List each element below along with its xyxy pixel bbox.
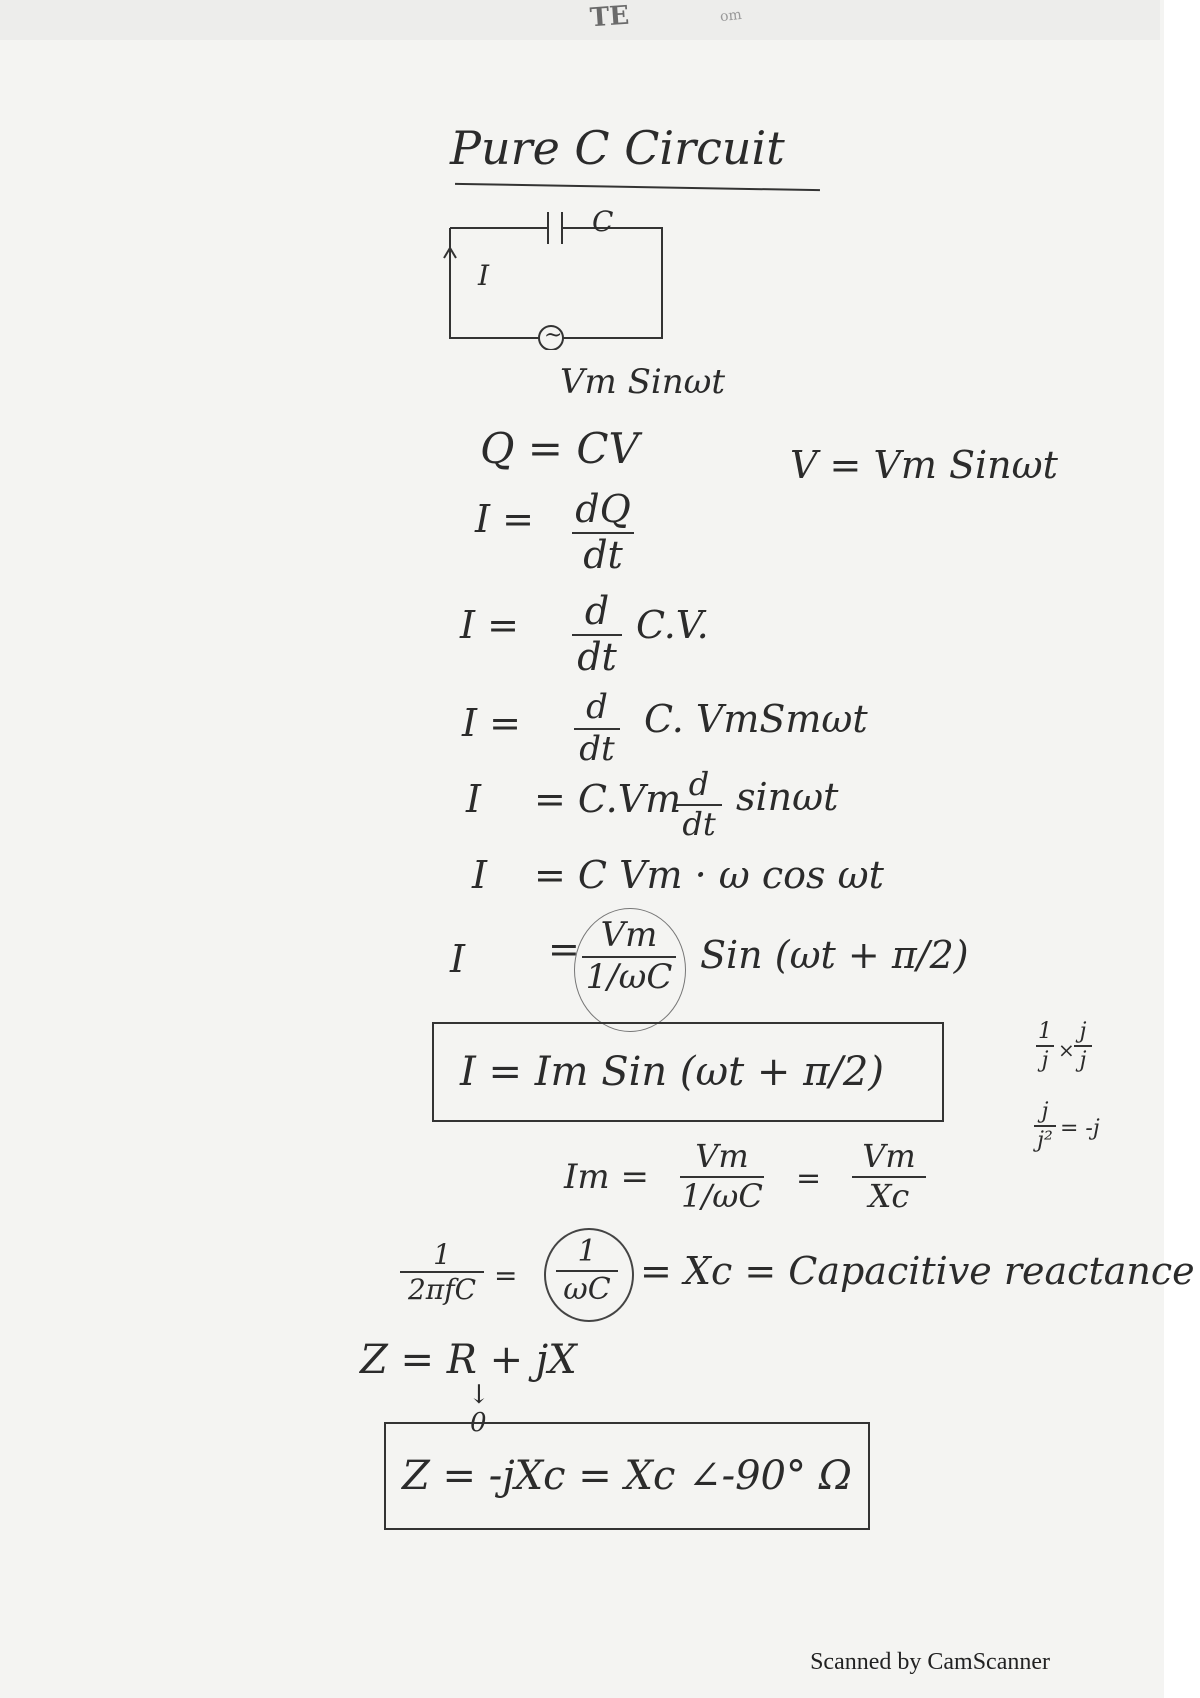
eq-i4-rhs: sinωt (736, 775, 839, 819)
eq-im-fraction-2 (852, 1137, 926, 1215)
fraction-bar (1074, 1045, 1092, 1047)
eq-xc-fraction-2 (556, 1236, 618, 1305)
eq-i4-num: d (688, 765, 710, 803)
arrow-down-icon: ↓ (468, 1380, 490, 1410)
scan-top-edge (0, 0, 1160, 40)
eq-i1-num: dQ (575, 487, 631, 531)
side-note-frac-c (1034, 1100, 1056, 1152)
eq-i6-eq: = (548, 927, 580, 971)
eq-im-den2: Xc (868, 1176, 910, 1215)
side-note-frac-a (1036, 1020, 1054, 1072)
eq-i5-lhs: I (472, 853, 488, 897)
eq-z: Z = R + jX (360, 1337, 577, 1383)
eq-i1-den: dt (583, 532, 623, 577)
eq-i2-num: d (584, 589, 610, 633)
eq-i6-den: 1/ωC (585, 956, 673, 997)
header-mark-left: TE (589, 0, 631, 34)
side-note-rhs: = -j (1060, 1116, 1100, 1141)
page-title: Pure C Circuit (450, 121, 785, 175)
fraction-bar (1036, 1045, 1054, 1047)
eq-im-lhs: Im = (564, 1157, 649, 1197)
eq-i3-num: d (586, 687, 608, 727)
eq-im-num2: Vm (862, 1137, 916, 1175)
side-b-num: j (1079, 1019, 1087, 1044)
eq-i3-lhs: I = (462, 701, 521, 745)
eq-boxed-current: I = Im Sin (ωt + π/2) (460, 1049, 884, 1095)
eq-i6-rhs: Sin (ωt + π/2) (700, 933, 969, 977)
eq-q-cv: Q = CV (480, 424, 639, 473)
fraction-bar (1034, 1125, 1056, 1127)
eq-im-eq: = (796, 1161, 822, 1196)
title-underline (455, 183, 820, 191)
eq-i1-lhs: I = (475, 497, 534, 541)
eq-v: V = Vm Sinωt (790, 443, 1058, 487)
eq-zero: 0 (470, 1408, 487, 1438)
side-c-den: j² (1037, 1128, 1053, 1154)
eq-i2-fraction (572, 589, 622, 679)
eq-im-num1: Vm (695, 1137, 749, 1175)
eq-i6-fraction (582, 915, 676, 997)
eq-xc-num2: 1 (577, 1234, 597, 1269)
eq-i6-lhs: I (450, 937, 466, 981)
scan-right-edge (1164, 0, 1200, 1698)
eq-im-den1: 1/ωC (681, 1176, 763, 1215)
side-b-den: j (1079, 1048, 1087, 1074)
side-c-num: j (1041, 1099, 1049, 1124)
eq-boxed-impedance: Z = -jXc = Xc ∠-90° Ω (402, 1453, 852, 1499)
side-note-op: × (1058, 1038, 1075, 1062)
eq-i6-num: Vm (600, 915, 658, 955)
eq-i4-lhs: I (466, 777, 482, 821)
eq-xc-den2: ωC (563, 1271, 611, 1307)
eq-i2-lhs: I = (460, 603, 519, 647)
current-label: I (478, 259, 490, 292)
side-a-den: j (1041, 1048, 1049, 1074)
eq-i5-rhs: = C Vm · ω cos ωt (534, 853, 884, 897)
eq-i3-rhs: C. VmSmωt (644, 697, 868, 741)
eq-xc-den1: 2πfC (407, 1273, 476, 1307)
eq-xc-num1: 1 (433, 1238, 451, 1271)
header-mark-right: om (719, 6, 743, 26)
source-label: Vm Sinωt (560, 362, 726, 402)
eq-i3-fraction (574, 687, 620, 769)
eq-xc-rhs: = Xc = Capacitive reactance (640, 1249, 1195, 1293)
ac-source-icon: ~ (544, 323, 563, 348)
eq-i2-rhs: C.V. (636, 603, 709, 647)
side-note-frac-b (1074, 1020, 1092, 1072)
eq-i2-den: dt (577, 634, 617, 679)
eq-xc-fraction-1 (400, 1240, 484, 1305)
eq-i4-fraction (676, 765, 722, 843)
eq-i4-pre: = C.Vm (534, 777, 682, 821)
scanner-watermark: Scanned by CamScanner (810, 1649, 1050, 1675)
side-a-num: 1 (1038, 1019, 1052, 1044)
eq-i4-den: dt (682, 804, 716, 843)
capacitor-label: C (592, 205, 614, 238)
eq-i1-fraction (572, 487, 634, 577)
eq-im-fraction-1 (680, 1137, 764, 1215)
eq-i3-den: dt (579, 728, 615, 769)
eq-xc-eq1: = (494, 1259, 518, 1292)
